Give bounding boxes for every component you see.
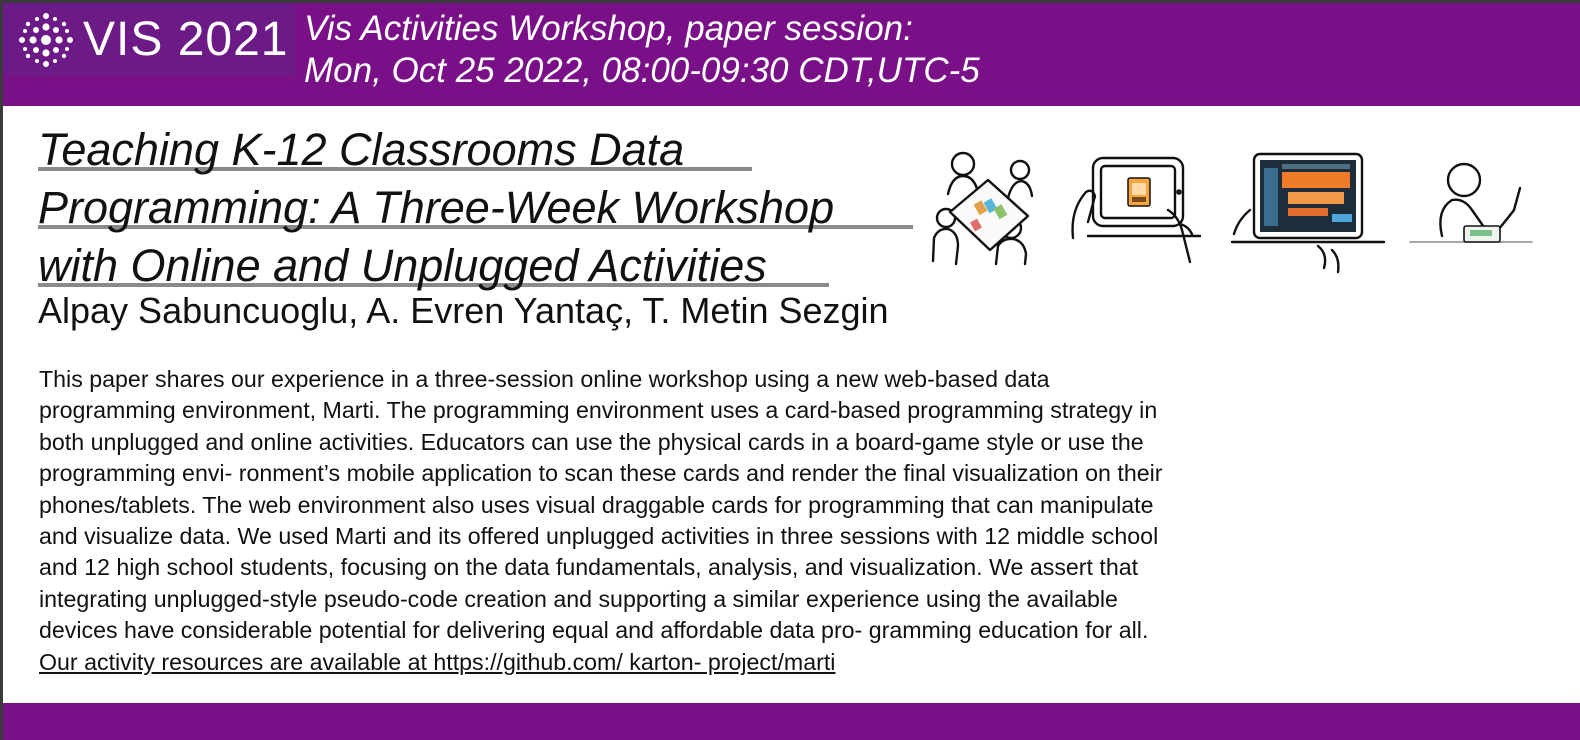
vis-logo [3, 3, 295, 76]
footer-bar [3, 703, 1580, 740]
person-with-phone-icon [1408, 158, 1538, 248]
abstract-line: both unplugged and online activities. Educators can use the physical cards in a board-game style or use the [39, 428, 1144, 455]
session-datetime: Mon, Oct 25 2022, 08:00-09:30 CDT,UTC-5 [304, 51, 980, 90]
resources-link[interactable]: Our activity resources are available at https://github.com/ karton- project/marti [39, 649, 836, 675]
abstract-line: integrating unplugged-style pseudo-code creation and supporting a similar experience using the available [39, 585, 1118, 612]
session-title: Vis Activities Workshop, paper session: [304, 9, 913, 48]
students-around-table-icon [928, 146, 1038, 271]
paper-abstract [39, 364, 1289, 647]
abstract-line: and 12 high school students, focusing on the data fundamentals, analysis, and visualization. We assert that [39, 554, 1139, 581]
abstract-line: phones/tablets. The web environment also uses visual draggable cards for programming that can manipulate [39, 491, 1154, 518]
title-line: Programming: A Three-Week Workshop [38, 179, 928, 237]
title-line: Teaching K-12 Classrooms Data [38, 121, 928, 179]
abstract-line: programming environment, Marti. The programming environment uses a card-based programming strategy in [39, 397, 1158, 424]
logo-text: VIS 2021 [83, 13, 289, 66]
session-info [304, 8, 980, 92]
paper-authors: Alpay Sabuncuoglu, A. Evren Yantaç, T. Metin Sezgin [38, 290, 889, 331]
abstract-line: and visualize data. We used Marti and its offered unplugged activities in three sessions with 12 middle school [39, 523, 1159, 550]
title-line: with Online and Unplugged Activities [38, 237, 928, 295]
vis-sparkle-icon [13, 7, 79, 73]
abstract-line: devices have considerable potential for delivering equal and affordable data pro- gramming education for all. [39, 617, 1149, 644]
paper-title [38, 121, 928, 295]
hands-holding-tablet-icon [1068, 150, 1203, 268]
abstract-line: programming envi- ronment’s mobile application to scan these cards and render the final visualization on their [39, 460, 1163, 487]
header-bar [3, 3, 1580, 106]
abstract-line: This paper shares our experience in a three-session online workshop using a new web-based data [39, 366, 1050, 392]
laptop-screen-icon [1228, 150, 1388, 276]
